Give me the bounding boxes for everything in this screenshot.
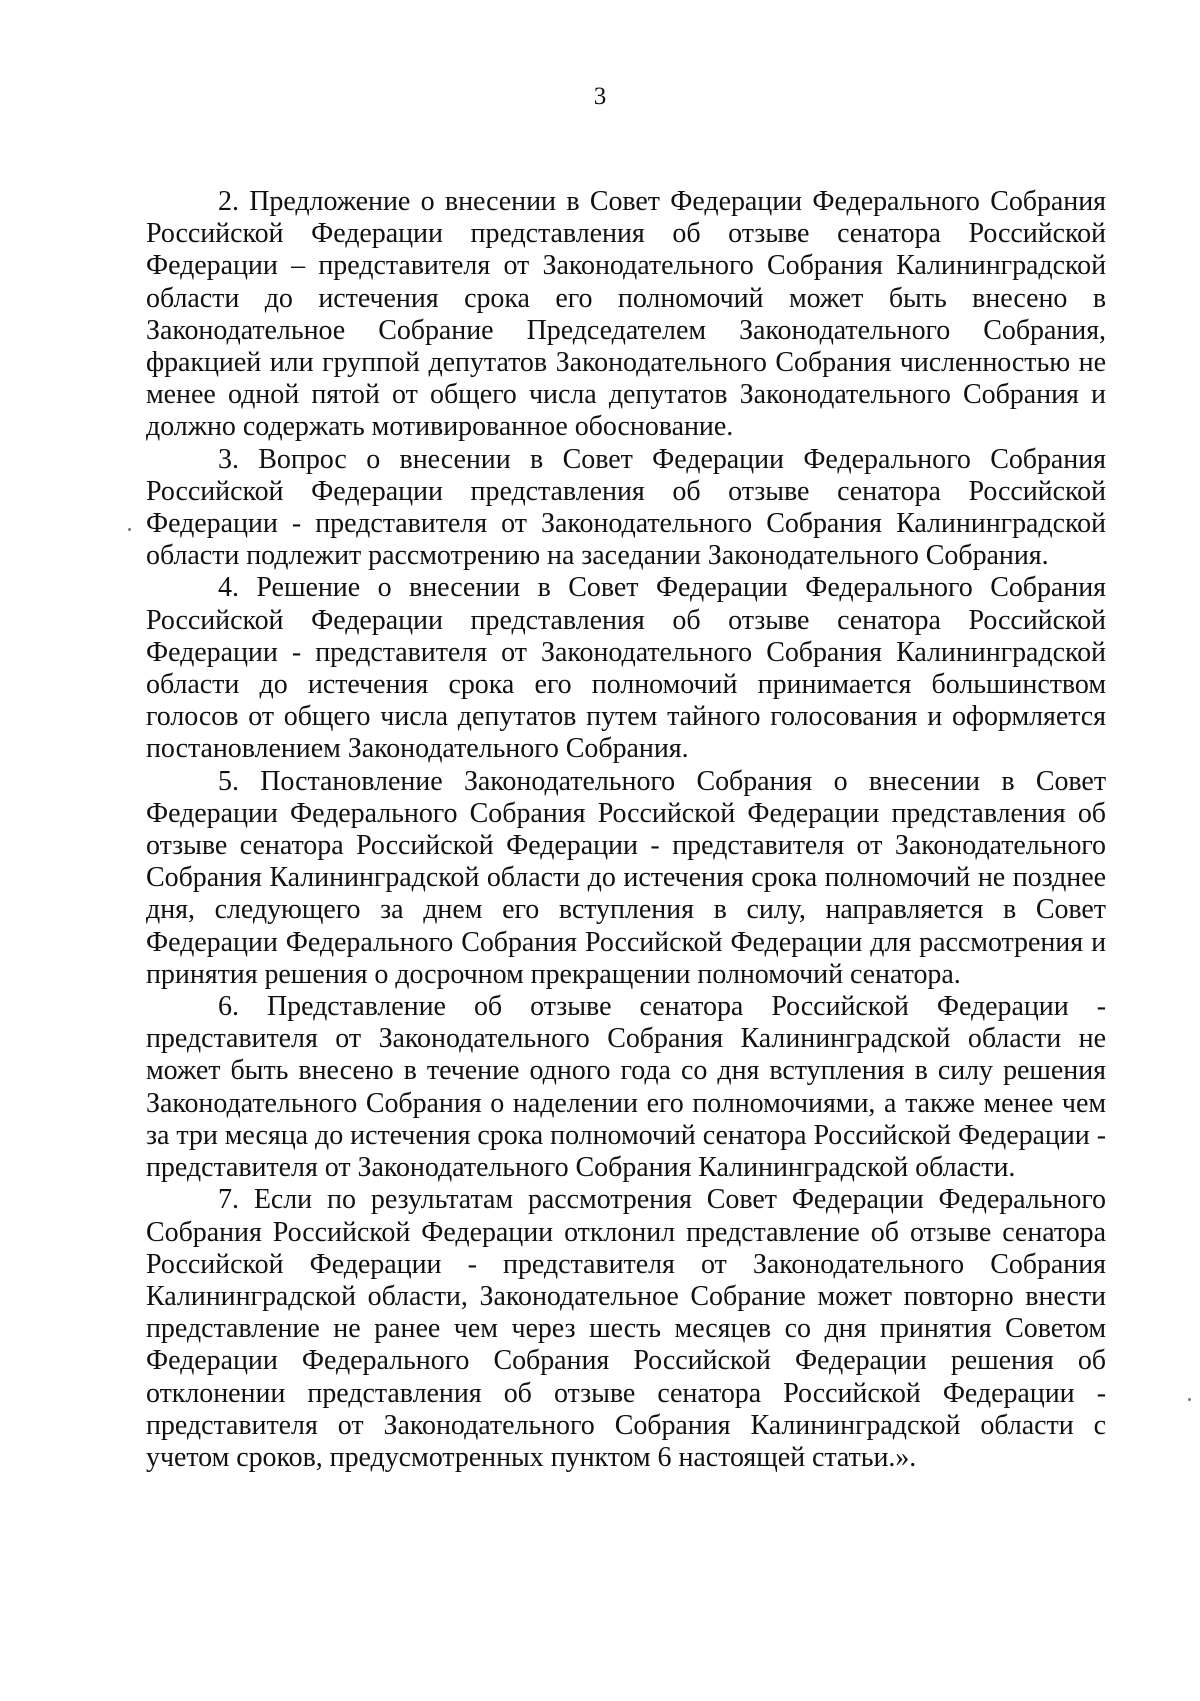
paragraph-item-4: 4. Решение о внесении в Совет Федерации Федерального Собрания Российской Федерации представления об отзыве сенатора Российской Федерации - представителя от Законодательного Собрания Калининградской области до истечения срока его полномочий принимается большинством голосов от общего числа депутатов путем тайного голосования и оформляется постановлением Законодательного Собрания.	[146, 572, 1106, 765]
scan-speck-right	[1188, 1398, 1191, 1401]
paragraph-item-7: 7. Если по результатам рассмотрения Совет Федерации Федерального Собрания Российской Федерации отклонил представление об отзыве сенатора Российской Федерации - представителя от Законодательного Собрания Калининградской области, Законодательное Собрание может повторно внести представление не ранее чем через шесть месяцев со дня принятия Советом Федерации Федерального Собрания Российской Федерации решения об отклонении представления об отзыве сенатора Российской Федерации - представителя от Законодательного Собрания Калининградской области с учетом сроков, предусмотренных пунктом 6 настоящей статьи.».	[146, 1184, 1106, 1473]
paragraph-item-5: 5. Постановление Законодательного Собрания о внесении в Совет Федерации Федерального Собрания Российской Федерации представления об отзыве сенатора Российской Федерации - представителя от Законодательного Собрания Калининградской области до истечения срока полномочий не позднее дня, следующего за днем его вступления в силу, направляется в Совет Федерации Федерального Собрания Российской Федерации для рассмотрения и принятия решения о досрочном прекращении полномочий сенатора.	[146, 765, 1106, 990]
page-number: 3	[593, 83, 607, 110]
document-body	[146, 186, 1106, 1474]
scan-speck-left	[128, 528, 131, 531]
paragraph-item-2: 2. Предложение о внесении в Совет Федерации Федерального Собрания Российской Федерации представления об отзыве сенатора Российской Федерации – представителя от Законодательного Собрания Калининградской области до истечения срока его полномочий может быть внесено в Законодательное Собрание Председателем Законодательного Собрания, фракцией или группой депутатов Законодательного Собрания численностью не менее одной пятой от общего числа депутатов Законодательного Собрания и должно содержать мотивированное обоснование.	[146, 186, 1106, 443]
paragraph-item-6: 6. Представление об отзыве сенатора Российской Федерации - представителя от Законодательного Собрания Калининградской области не может быть внесено в течение одного года со дня вступления в силу решения Законодательного Собрания о наделении его полномочиями, а также менее чем за три месяца до истечения срока полномочий сенатора Российской Федерации - представителя от Законодательного Собрания Калининградской области.	[146, 991, 1106, 1184]
paragraph-item-3: 3. Вопрос о внесении в Совет Федерации Федерального Собрания Российской Федерации представления об отзыве сенатора Российской Федерации - представителя от Законодательного Собрания Калининградской области подлежит рассмотрению на заседании Законодательного Собрания.	[146, 443, 1106, 572]
